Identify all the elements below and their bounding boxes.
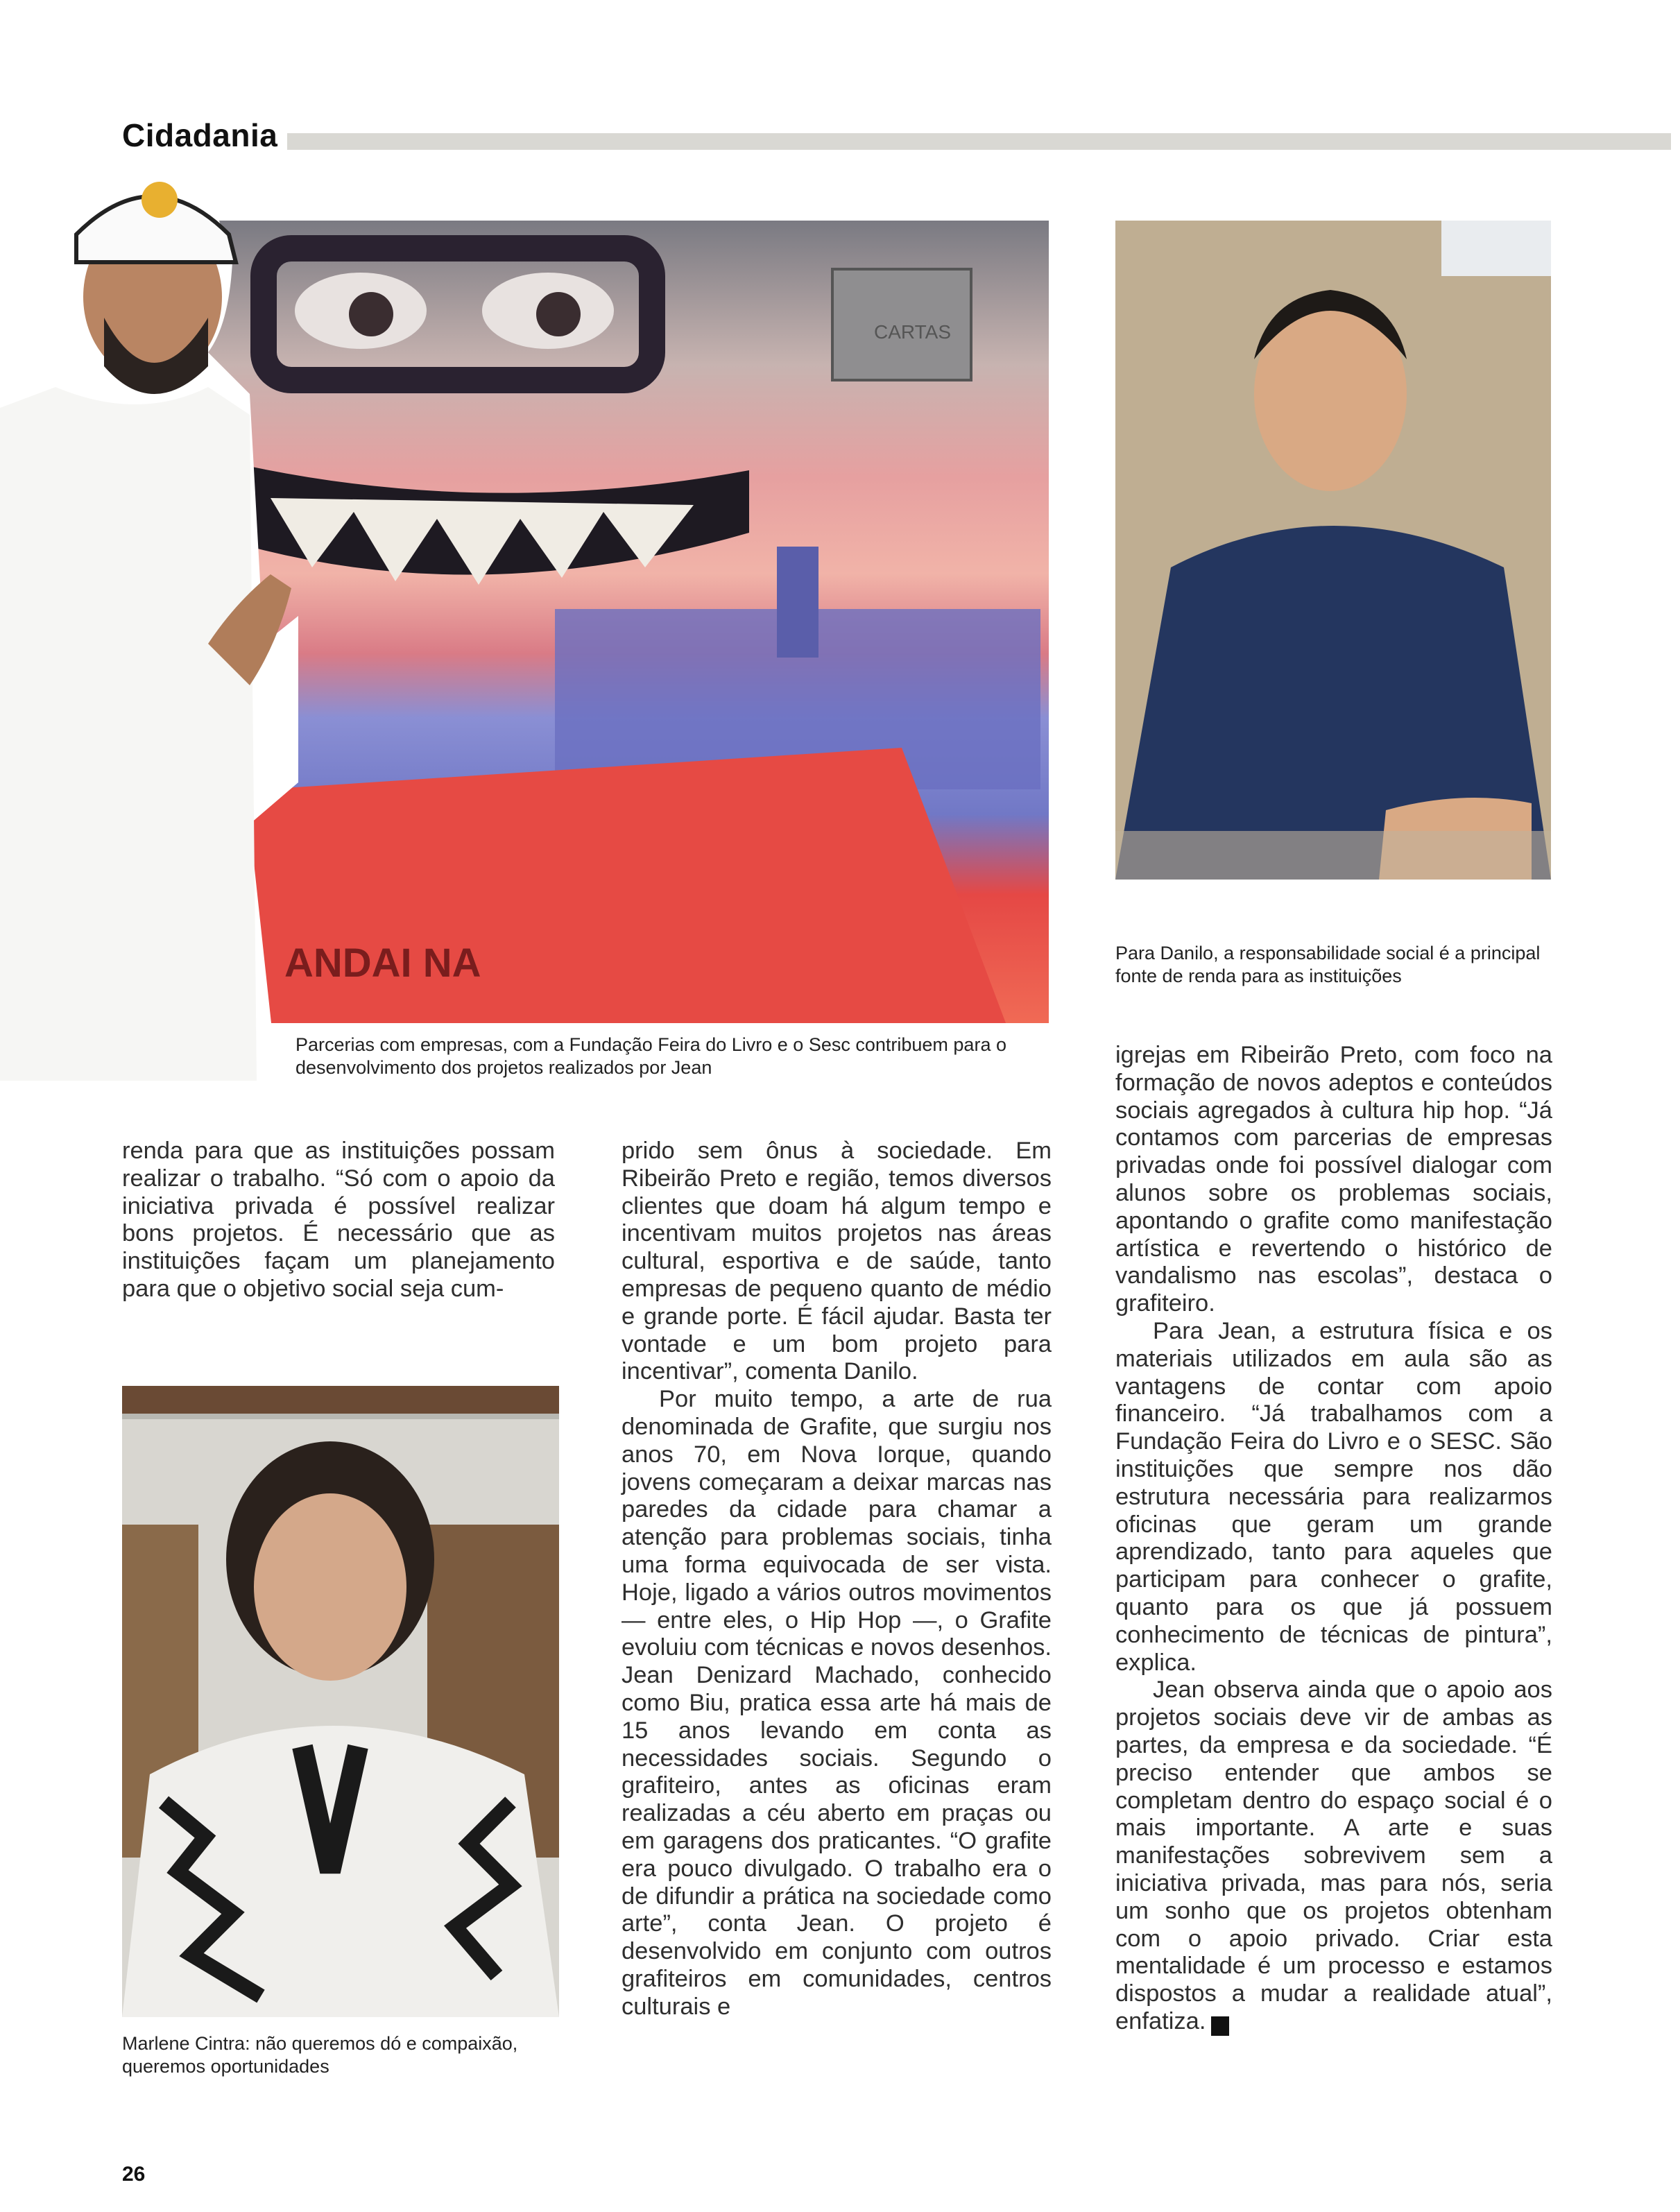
column3-paragraph-2: Para Jean, a estrutura física e os materiais utilizados em aula são as vantagens de contar com apoio financeiro. “Já trabalhamos com a Fundação Feira do Livro e o SESC. São instituições que sempre nos dão estrutura necessária para realizarmos oficinas que geram um grande aprendizado, tanto para aqueles que participam para conhecer o grafite, quanto para os que já possuem conhecimento de técnicas de pintura”, explica. — [1115, 1317, 1552, 1676]
graffiti-caption: Parcerias com empresas, com a Fundação Feira do Livro e o Sesc contribuem para o desenvolvimento dos projetos realizados por Jean — [295, 1034, 1006, 1078]
end-of-article-icon: r — [1211, 2016, 1229, 2036]
danilo-illustration — [1115, 221, 1551, 880]
article-column-2 — [622, 1138, 1052, 2021]
graffiti-photo — [208, 221, 1049, 1023]
danilo-caption: Para Danilo, a responsabilidade social é a principal fonte de renda para as instituições — [1115, 943, 1541, 986]
marlene-illustration — [122, 1386, 559, 2017]
article-column-3 — [1115, 1042, 1552, 2036]
column3-paragraph-1: igrejas em Ribeirão Preto, com foco na formação de novos adeptos e conteúdos sociais agregados à cultura hip hop. “Já contamos com parcerias de empresas privadas onde foi possível dialogar com alunos sobre os problemas sociais, apontando o grafite como manifestação artística e revertendo o histórico de vandalismo nas escolas”, destaca o grafiteiro. — [1115, 1042, 1552, 1317]
graffiti-sign-text: CARTAS — [874, 321, 951, 343]
column3-paragraph-3: Jean observa ainda que o apoio aos projetos sociais deve vir de ambas as partes, da empresa e da sociedade. “É preciso entender que ambos se completam dentro do espaço social é o mais importante. A arte e suas manifestações sobrevivem sem a iniciativa privada, mas para nós, seria um sonho que os projetos obtenham com o apoio privado. Criar esta mentalidade é um processo e estamos dispostos a mudar a realidade atual”, enfatiza. — [1115, 1677, 1552, 2034]
article-column-1 — [122, 1138, 555, 1303]
section-title: Cidadania — [122, 117, 278, 153]
marlene-photo — [122, 1386, 559, 2017]
jean-photo — [0, 158, 298, 1081]
marlene-caption: Marlene Cintra: não queremos dó e compaixão, queremos oportunidades — [122, 2033, 518, 2077]
section-rule — [287, 133, 1671, 150]
column1-paragraph-1: renda para que as instituições possam realizar o trabalho. “Só com o apoio da iniciativa privada é possível realizar bons projetos. É necessário que as instituições façam um planejamento para que o objetivo social seja cum- — [122, 1138, 555, 1302]
column2-paragraph-1: prido sem ônus à sociedade. Em Ribeirão Preto e região, temos diversos clientes que doam há algum tempo e incentivam muitos projetos nas áreas cultural, esportiva e de saúde, tanto empresas de pequeno quanto de médio e grande porte. É fácil ajudar. Basta ter vontade e um bom projeto para incentivar”, comenta Danilo. — [622, 1138, 1052, 1385]
danilo-photo — [1115, 221, 1551, 880]
page-number: 26 — [122, 2163, 146, 2186]
graffiti-letters: ANDAI NA — [284, 941, 481, 986]
graffiti-illustration — [208, 221, 1049, 1023]
jean-illustration — [0, 158, 298, 1081]
column2-paragraph-2: Por muito tempo, a arte de rua denominada de Grafite, que surgiu nos anos 70, em Nova Iorque, quando jovens começaram a deixar marcas nas paredes da cidade para chamar a atenção para problemas sociais, tinha uma forma equivocada de ser vista. Hoje, ligado a vários outros movimentos — entre eles, o Hip Hop —, o Grafite evoluiu com técnicas e novos desenhos. Jean Denizard Machado, conhecido como Biu, pratica essa arte há mais de 15 anos levando em conta as necessidades sociais. Segundo o grafiteiro, antes as oficinas eram realizadas a céu aberto em praças ou em garagens dos praticantes. “O grafite era pouco divulgado. O trabalho era o de difundir a prática na sociedade como arte”, conta Jean. O projeto é desenvolvido em conjunto com outros grafiteiros em comunidades, centros culturais e — [622, 1386, 1052, 2020]
